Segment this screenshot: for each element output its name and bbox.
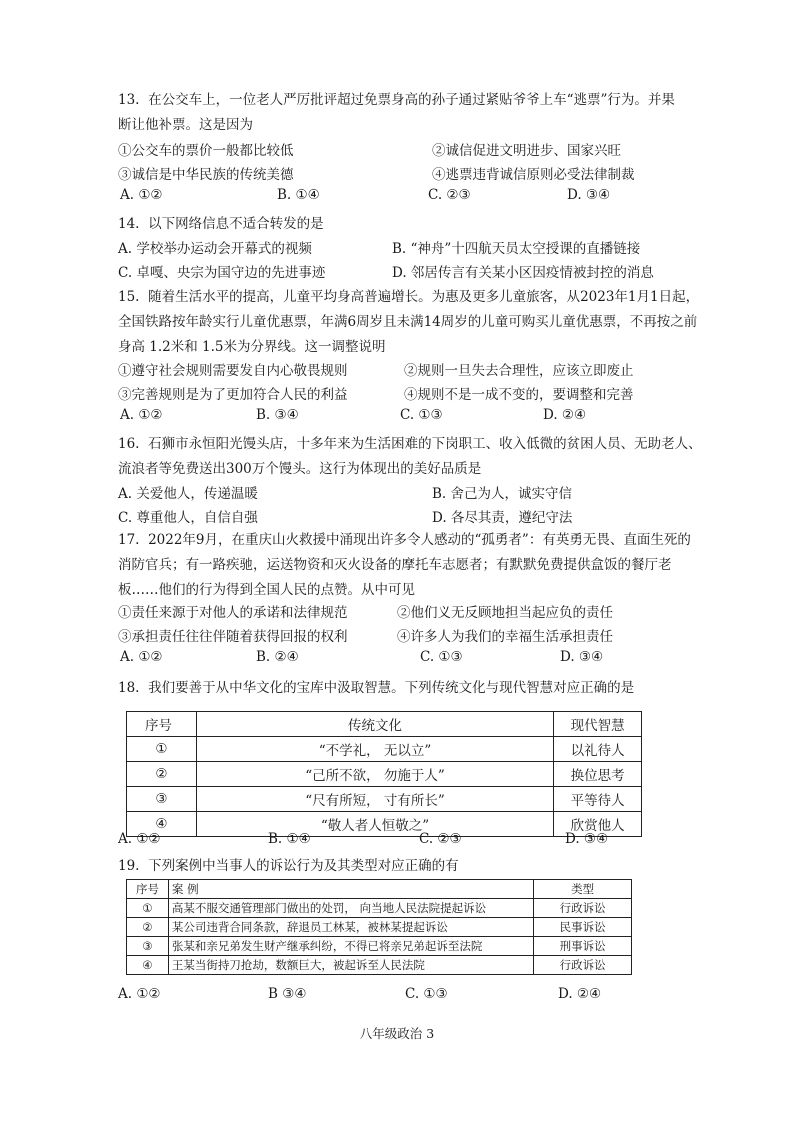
table-header-cell: 传统文化 [196,712,553,737]
question-number: 17. [118,532,140,548]
answer-option-d[interactable]: D. ②④ [558,986,602,1002]
table-cell: 平等待人 [554,787,642,812]
table-row [127,787,642,812]
table-cell: 高某不服交通管理部门做出的处罚， 向当地人民法院提起诉讼 [168,899,533,918]
page-footer: 八年级政治 3 [359,1026,435,1041]
table-header-cell: 序号 [127,880,169,899]
answer-option-b[interactable]: B. ①④ [277,187,320,203]
question-15 [118,285,700,360]
answer-option-c[interactable]: C. ①③ [405,986,448,1002]
question-number: 14. [118,216,140,232]
answer-option-d[interactable]: D. ③④ [567,187,611,203]
statement-4: ④规则不是一成不变的，要调整和完善 [404,387,634,403]
answer-option-a[interactable]: A. 关爱他人，传递温暖 [118,486,258,502]
question-stem: 在公交车上，一位老人严厉批评超过免票身高的孙子通过紧贴爷爷上车“逃票”行为。并果 [148,92,675,108]
question-19 [118,854,690,879]
answer-option-b[interactable]: B. 舍己为人，诚实守信 [432,486,573,502]
question-stem: 消防官兵；有一路疾驰，运送物资和灭火设备的摩托车志愿者；有默默免费提供盒饭的餐厅老 [118,557,672,573]
table-row [127,937,632,956]
answer-option-b[interactable]: B. ②④ [256,649,299,665]
question-number: 19. [118,858,140,874]
answer-option-c[interactable]: C. ①③ [420,649,463,665]
table-cell: “己所不欲， 勿施于人” [196,762,553,787]
answer-option-a[interactable]: A. ①② [118,986,161,1002]
statement-3: ③承担责任往往伴随着获得回报的权利 [118,629,348,645]
question-stem: 板……他们的行为得到全国人民的点赞。从中可见 [118,582,415,598]
statement-4: ④许多人为我们的幸福生活承担责任 [397,629,613,645]
question-18 [118,676,690,701]
answer-option-c[interactable]: C. 卓嘎、央宗为国守边的先进事迹 [118,265,326,281]
question-number: 18. [118,680,140,696]
question-stem: 流浪者等免费送出300万个馒头。这行为体现出的美好品质是 [118,461,482,477]
statement-4: ④逃票违背诚信原则必受法律制裁 [432,167,635,183]
table-header-row [127,712,642,737]
table-cell: ① [127,737,197,762]
question-number: 13. [118,92,140,108]
table-header-cell: 序号 [127,712,197,737]
table-header-row [127,880,632,899]
answer-option-b[interactable]: B. ③④ [256,407,299,423]
answer-option-d[interactable]: D. 各尽其责，遵纪守法 [432,510,573,526]
table-cell: 张某和亲兄弟发生财产继承纠纷，不得已将亲兄弟起诉至法院 [168,937,533,956]
answer-option-a[interactable]: A. ①② [120,407,163,423]
statement-1: ①公交车的票价一般都比较低 [118,143,294,159]
answer-option-b[interactable]: B. ①④ [268,831,311,847]
question-stem: 身高 1.2米和 1.5米为分界线。这一调整说明 [118,339,386,355]
table-cell: “敬人者人恒敬之” [196,812,553,837]
table-cell: ④ [127,812,197,837]
answer-option-a[interactable]: A. ①② [120,649,163,665]
lawsuit-table [126,879,632,975]
question-stem: 以下网络信息不适合转发的是 [148,216,324,232]
table-cell: ① [127,899,169,918]
question-stem: 断让他补票。这是因为 [118,117,253,133]
question-stem: 2022年9月，在重庆山火救援中涌现出许多令人感动的“孤勇者”：有英勇无畏、直面生死的 [148,532,691,548]
table-cell: 民事诉讼 [534,918,632,937]
question-13 [118,88,690,138]
table-cell: ② [127,918,169,937]
table-cell: 行政诉讼 [534,956,632,975]
answer-option-c[interactable]: C. 尊重他人，自信自强 [118,510,258,526]
answer-option-a[interactable]: A. ①② [120,187,163,203]
table-cell: 某公司违背合同条款，辞退员工林某，被林某提起诉讼 [168,918,533,937]
table-cell: ② [127,762,197,787]
statement-2: ②规则一旦失去合理性，应该立即废止 [404,363,634,379]
answer-option-d[interactable]: D. ③④ [560,649,604,665]
answer-option-b[interactable]: B. “神舟”十四航天员太空授课的直播链接 [392,241,641,257]
table-cell: “不学礼， 无以立” [196,737,553,762]
question-number: 15. [118,289,140,305]
table-row [127,737,642,762]
table-cell: ③ [127,787,197,812]
statement-2: ②他们义无反顾地担当起应负的责任 [397,605,613,621]
statement-3: ③诚信是中华民族的传统美德 [118,167,294,183]
statement-1: ①责任来源于对他人的承诺和法律规范 [118,605,348,621]
question-stem: 全国铁路按年龄实行儿童优惠票，年满6周岁且未满14周岁的儿童可购买儿童优惠票，不再按之前 [118,314,698,330]
answer-option-d[interactable]: D. ②④ [543,407,587,423]
table-cell: 刑事诉讼 [534,937,632,956]
table-row [127,762,642,787]
answer-option-c[interactable]: C. ①③ [400,407,443,423]
answer-option-d[interactable]: D. 邻居传言有关某小区因疫情被封控的消息 [392,265,654,281]
table-cell: 以礼待人 [554,737,642,762]
table-cell: ③ [127,937,169,956]
statement-3: ③完善规则是为了更加符合人民的利益 [118,387,348,403]
table-header-cell: 现代智慧 [554,712,642,737]
table-row [127,956,632,975]
table-cell: 行政诉讼 [534,899,632,918]
question-stem: 我们要善于从中华文化的宝库中汲取智慧。下列传统文化与现代智慧对应正确的是 [148,680,635,696]
question-14 [118,212,690,237]
table-cell: 换位思考 [554,762,642,787]
answer-option-a[interactable]: A. 学校举办运动会开幕式的视频 [118,241,312,257]
table-cell: 王某当街持刀抢劫，数额巨大，被起诉至人民法院 [168,956,533,975]
statement-1: ①遵守社会规则需要发自内心敬畏规则 [118,363,348,379]
answer-option-b[interactable]: B ③④ [268,986,307,1002]
question-17 [118,528,690,603]
culture-table [126,711,642,837]
question-16 [118,432,702,482]
table-cell: 欣赏他人 [554,812,642,837]
answer-option-c[interactable]: C. ②③ [419,831,462,847]
table-header-cell: 案 例 [168,880,533,899]
answer-option-c[interactable]: C. ②③ [428,187,471,203]
statement-2: ②诚信促进文明进步、国家兴旺 [432,143,621,159]
question-stem: 随着生活水平的提高，儿童平均身高普遍增长。为惠及更多儿童旅客，从2023年1月1日起， [148,289,700,305]
table-cell: “尺有所短， 寸有所长” [196,787,553,812]
answer-option-d[interactable]: D. ③④ [565,831,609,847]
table-row [127,918,632,937]
table-row [127,899,632,918]
table-cell: ④ [127,956,169,975]
question-stem: 下列案例中当事人的诉讼行为及其类型对应正确的有 [148,858,459,874]
table-header-cell: 类型 [534,880,632,899]
question-stem: 石狮市永恒阳光馒头店，十多年来为生活困难的下岗职工、收入低微的贫困人员、无助老人、 [148,436,702,452]
question-number: 16. [118,436,140,452]
answer-option-a[interactable]: A. ①② [118,831,161,847]
